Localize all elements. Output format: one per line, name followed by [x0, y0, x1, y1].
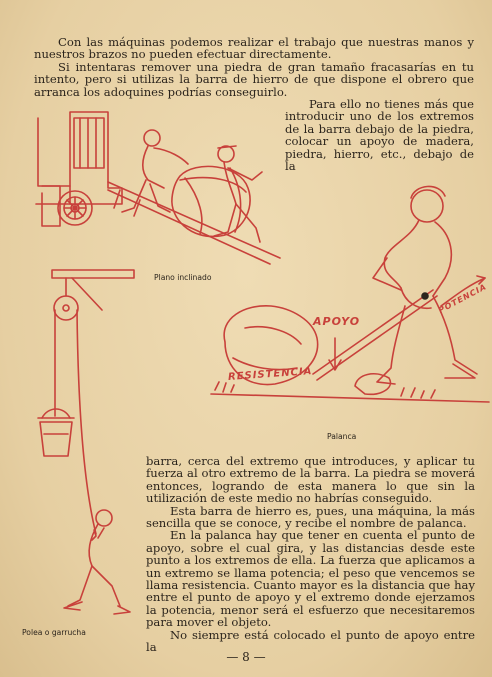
body-text-block	[146, 455, 475, 654]
intro-paragraph-2: Si intentaras remover una piedra de gran tamaño fracasarías en tu intento, pero si utilizas la barra de hierro de que dispone el obrero que arranca los adoquines podrías conseguirlo.	[34, 59, 474, 99]
body-paragraph-5: Esta barra de hierro es, pues, una máquina, la más sencilla que se conoce, y recibe el nombre de palanca.	[146, 503, 475, 531]
body-paragraph-4: barra, cerca del extremo que introduces, y aplicar tu fuerza al otro extremo de la barra. La piedra se moverá entonces, logrando de esta manera lo que sin la utilización de este medio no habrías conseguido.	[146, 454, 475, 506]
label-resistencia: RESISTENCIA	[227, 366, 313, 383]
caption-plano-inclinado: Plano inclinado	[154, 273, 212, 282]
lever-illustration	[205, 178, 490, 418]
intro-paragraph-3: Para ello no tienes más que introducir uno de los extremos de la barra debajo de la piedra, colocar un apoyo de madera, piedra, hierro, etc., debajo de la	[285, 97, 474, 174]
body-paragraph-6: En la palanca hay que tener en cuenta el punto de apoyo, sobre el cual gira, y las distancias desde este punto a los extremos de ella. La fuerza que aplicamos a un extremo se llama potencia; el peso que vencemos se llama resistencia. Cuanto mayor es la distancia que hay entre el punto de apoyo y el extremo donde ejerzamos la potencia, menor será el esfuerzo que necesitaremos para mover el objeto.	[146, 528, 475, 630]
intro-paragraph-1: Con las máquinas podemos realizar el trabajo que nuestras manos y nuestros brazos no pueden efectuar directamente.	[34, 35, 474, 62]
label-apoyo: APOYO	[313, 315, 361, 328]
body-paragraph-7: No siempre está colocado el punto de apoyo entre la	[146, 627, 475, 655]
page-number: — 8 —	[226, 650, 266, 664]
label-potencia: POTENCIA	[437, 282, 489, 315]
pulley-illustration	[22, 266, 142, 626]
caption-polea: Polea o garrucha	[22, 628, 86, 637]
caption-palanca: Palanca	[327, 432, 357, 441]
intro-text-block	[34, 36, 474, 98]
intro-paragraph-3-block	[285, 98, 474, 172]
